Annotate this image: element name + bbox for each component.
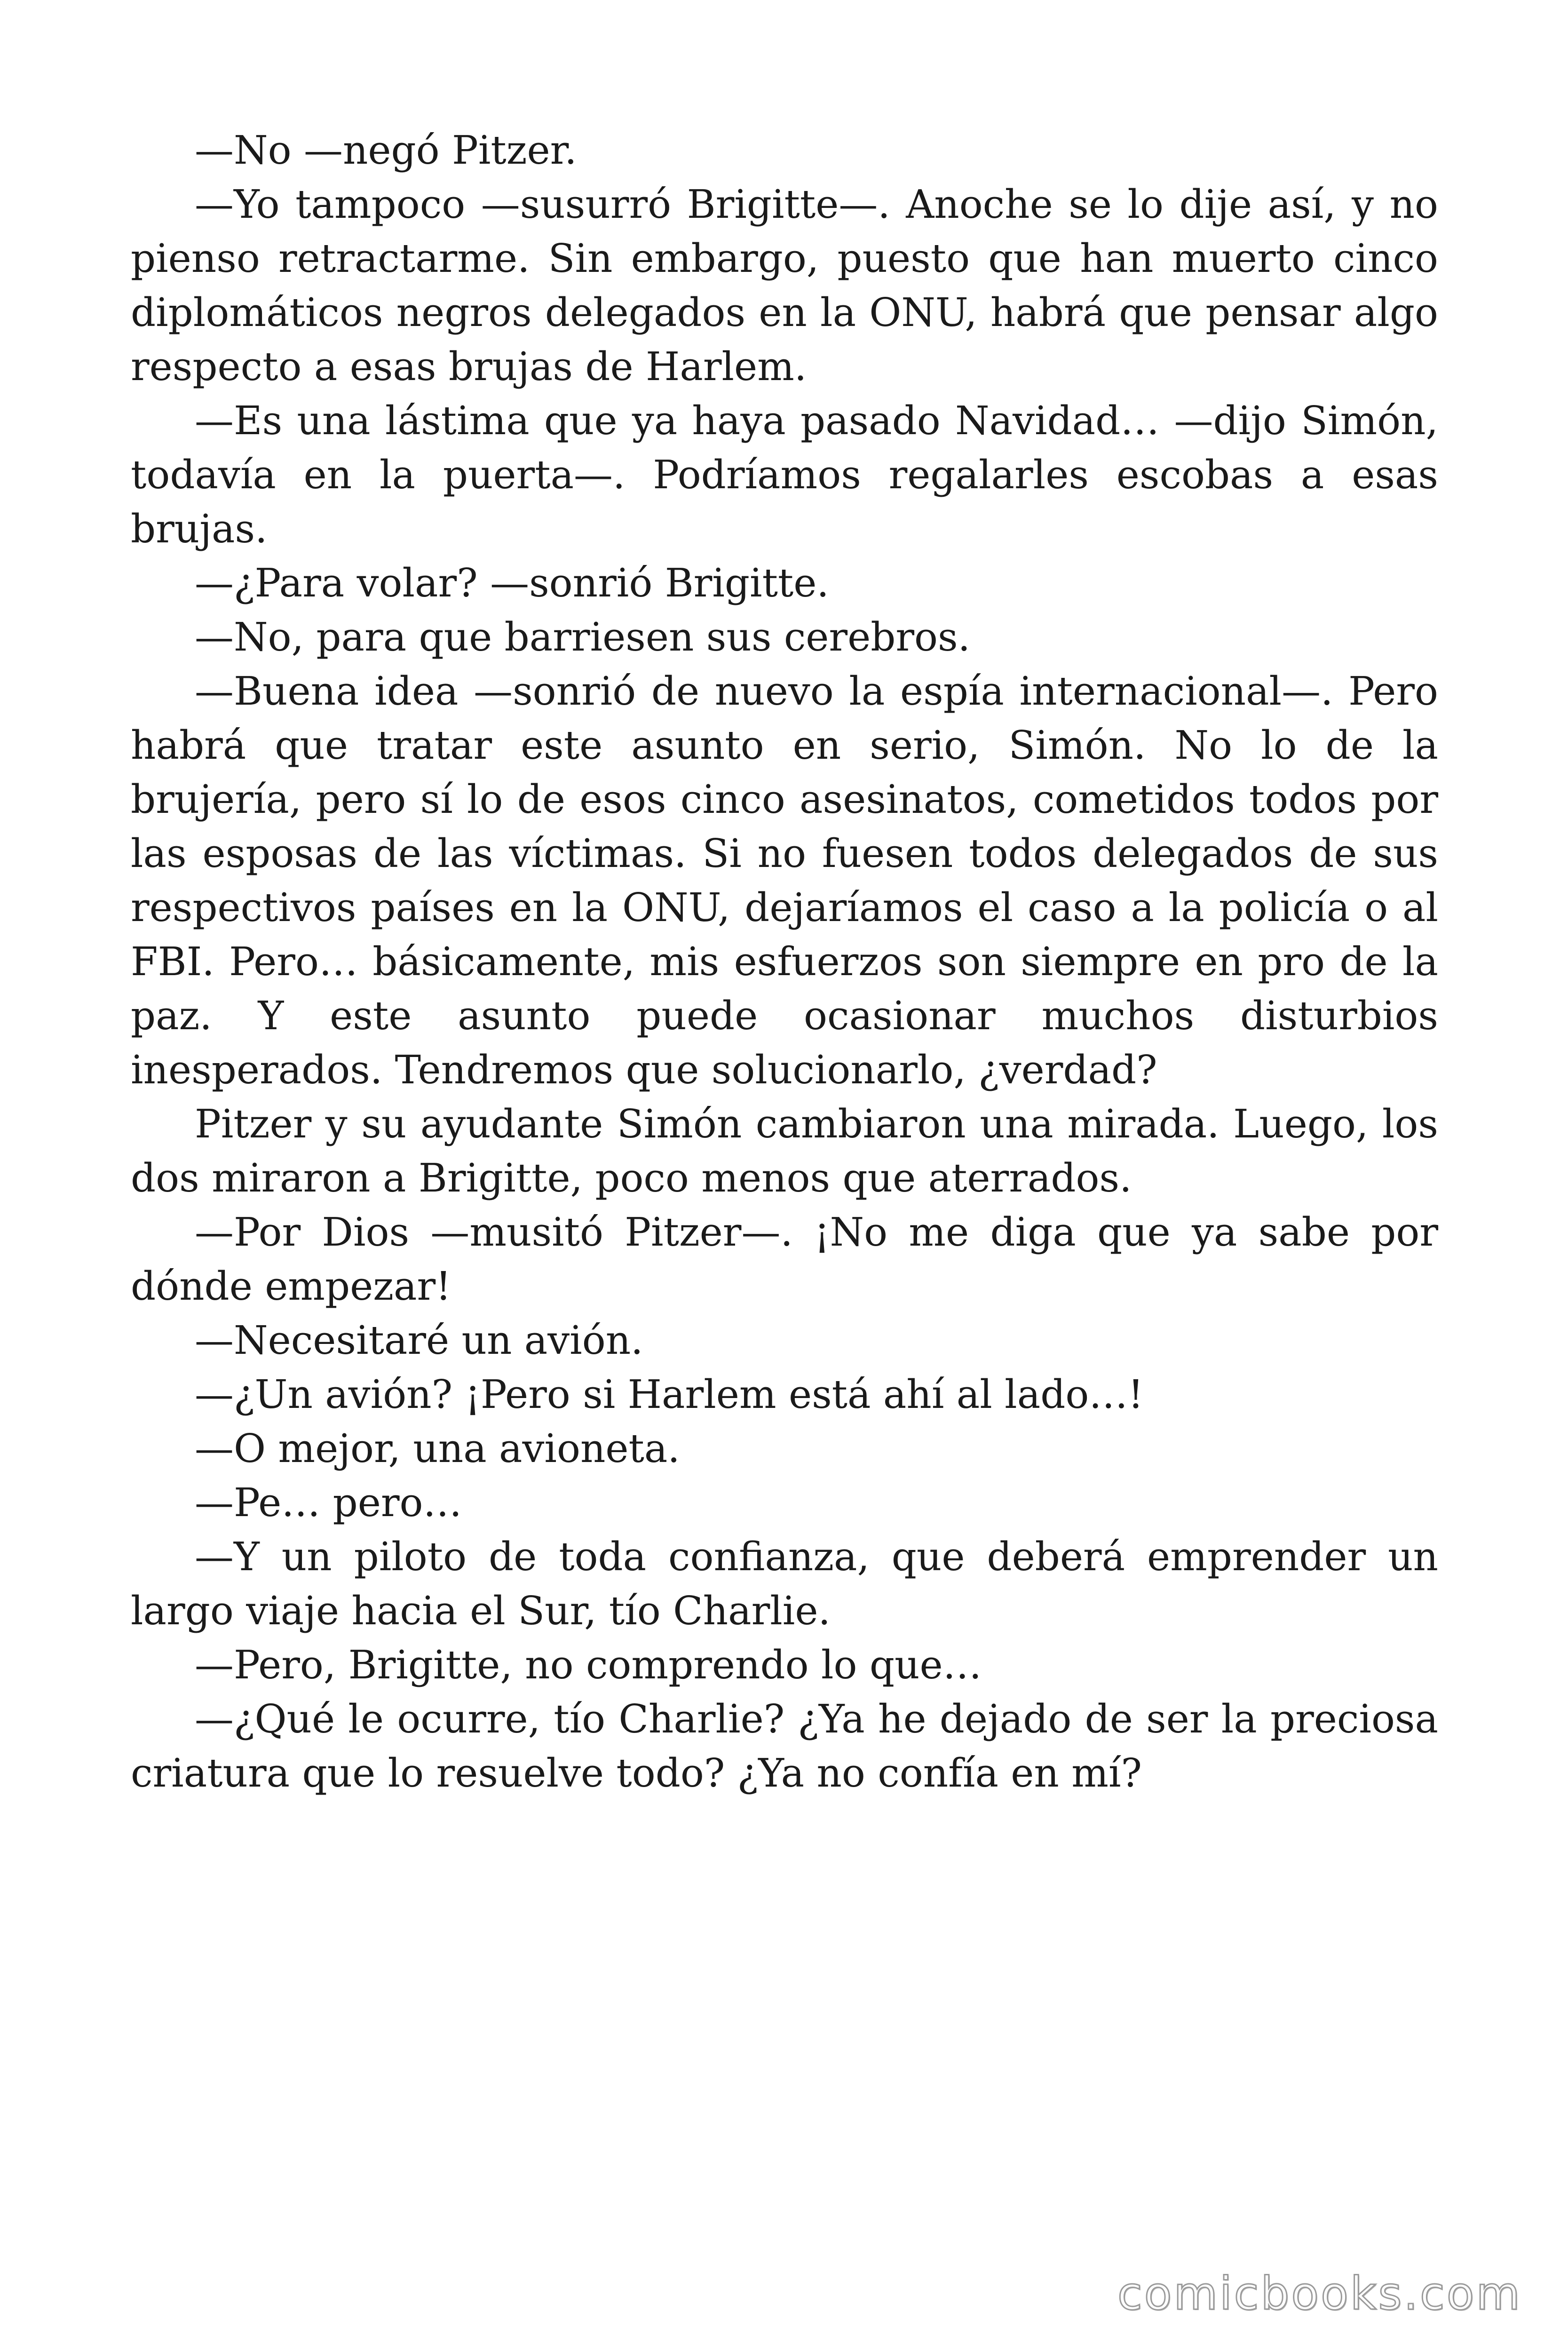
paragraph: Pitzer y su ayudante Simón cambiaron una mirada. Luego, los dos miraron a Brigitte, poco menos que aterrados. <box>131 1101 1438 1201</box>
paragraph: —O mejor, una avioneta. <box>195 1426 680 1471</box>
paragraph: —Buena idea —sonrió de nuevo la espía internacional—. Pero habrá que tratar este asunto en serio, Simón. No lo de la brujería, pero sí lo de esos cinco asesinatos, cometidos todos por las esposas de las víctimas. Si no fuesen todos delegados de sus respectivos países en la ONU, dejaríamos el caso a la policía o al FBI. Pero… básicamente, mis esfuerzos son siempre en pro de la paz. Y este asunto puede ocasionar muchos disturbios inesperados. Tendremos que solucionarlo, ¿verdad? <box>131 668 1438 1093</box>
paragraph: —¿Para volar? —sonrió Brigitte. <box>195 560 829 606</box>
paragraph: —Pe… pero… <box>195 1480 462 1526</box>
paragraph: —Por Dios —musitó Pitzer—. ¡No me diga que ya sabe por dónde empezar! <box>131 1209 1438 1309</box>
watermark-logo: comicbooks.com <box>1117 2267 1522 2320</box>
paragraph: —Es una lástima que ya haya pasado Navidad… —dijo Simón, todavía en la puerta—. Podríamos regalarles escobas a esas brujas. <box>131 398 1438 552</box>
paragraph: —¿Qué le ocurre, tío Charlie? ¿Ya he dejado de ser la preciosa criatura que lo resuelve todo? ¿Ya no confía en mí? <box>131 1696 1438 1796</box>
paragraph: —Yo tampoco —susurró Brigitte—. Anoche se lo dije así, y no pienso retractarme. Sin embargo, puesto que han muerto cinco diplomáticos negros delegados en la ONU, habrá que pensar algo respecto a esas brujas de Harlem. <box>131 182 1438 389</box>
paragraph: —Y un piloto de toda confianza, que deberá emprender un largo viaje hacia el Sur, tío Charlie. <box>131 1534 1438 1634</box>
paragraph: —Pero, Brigitte, no comprendo lo que… <box>195 1642 982 1688</box>
paragraph: —No, para que barriesen sus cerebros. <box>195 614 970 660</box>
paragraph: —Necesitaré un avión. <box>195 1318 643 1363</box>
paragraph: —No —negó Pitzer. <box>195 127 577 173</box>
body-text <box>131 123 1438 1800</box>
paragraph: —¿Un avión? ¡Pero si Harlem está ahí al lado…! <box>195 1372 1144 1417</box>
